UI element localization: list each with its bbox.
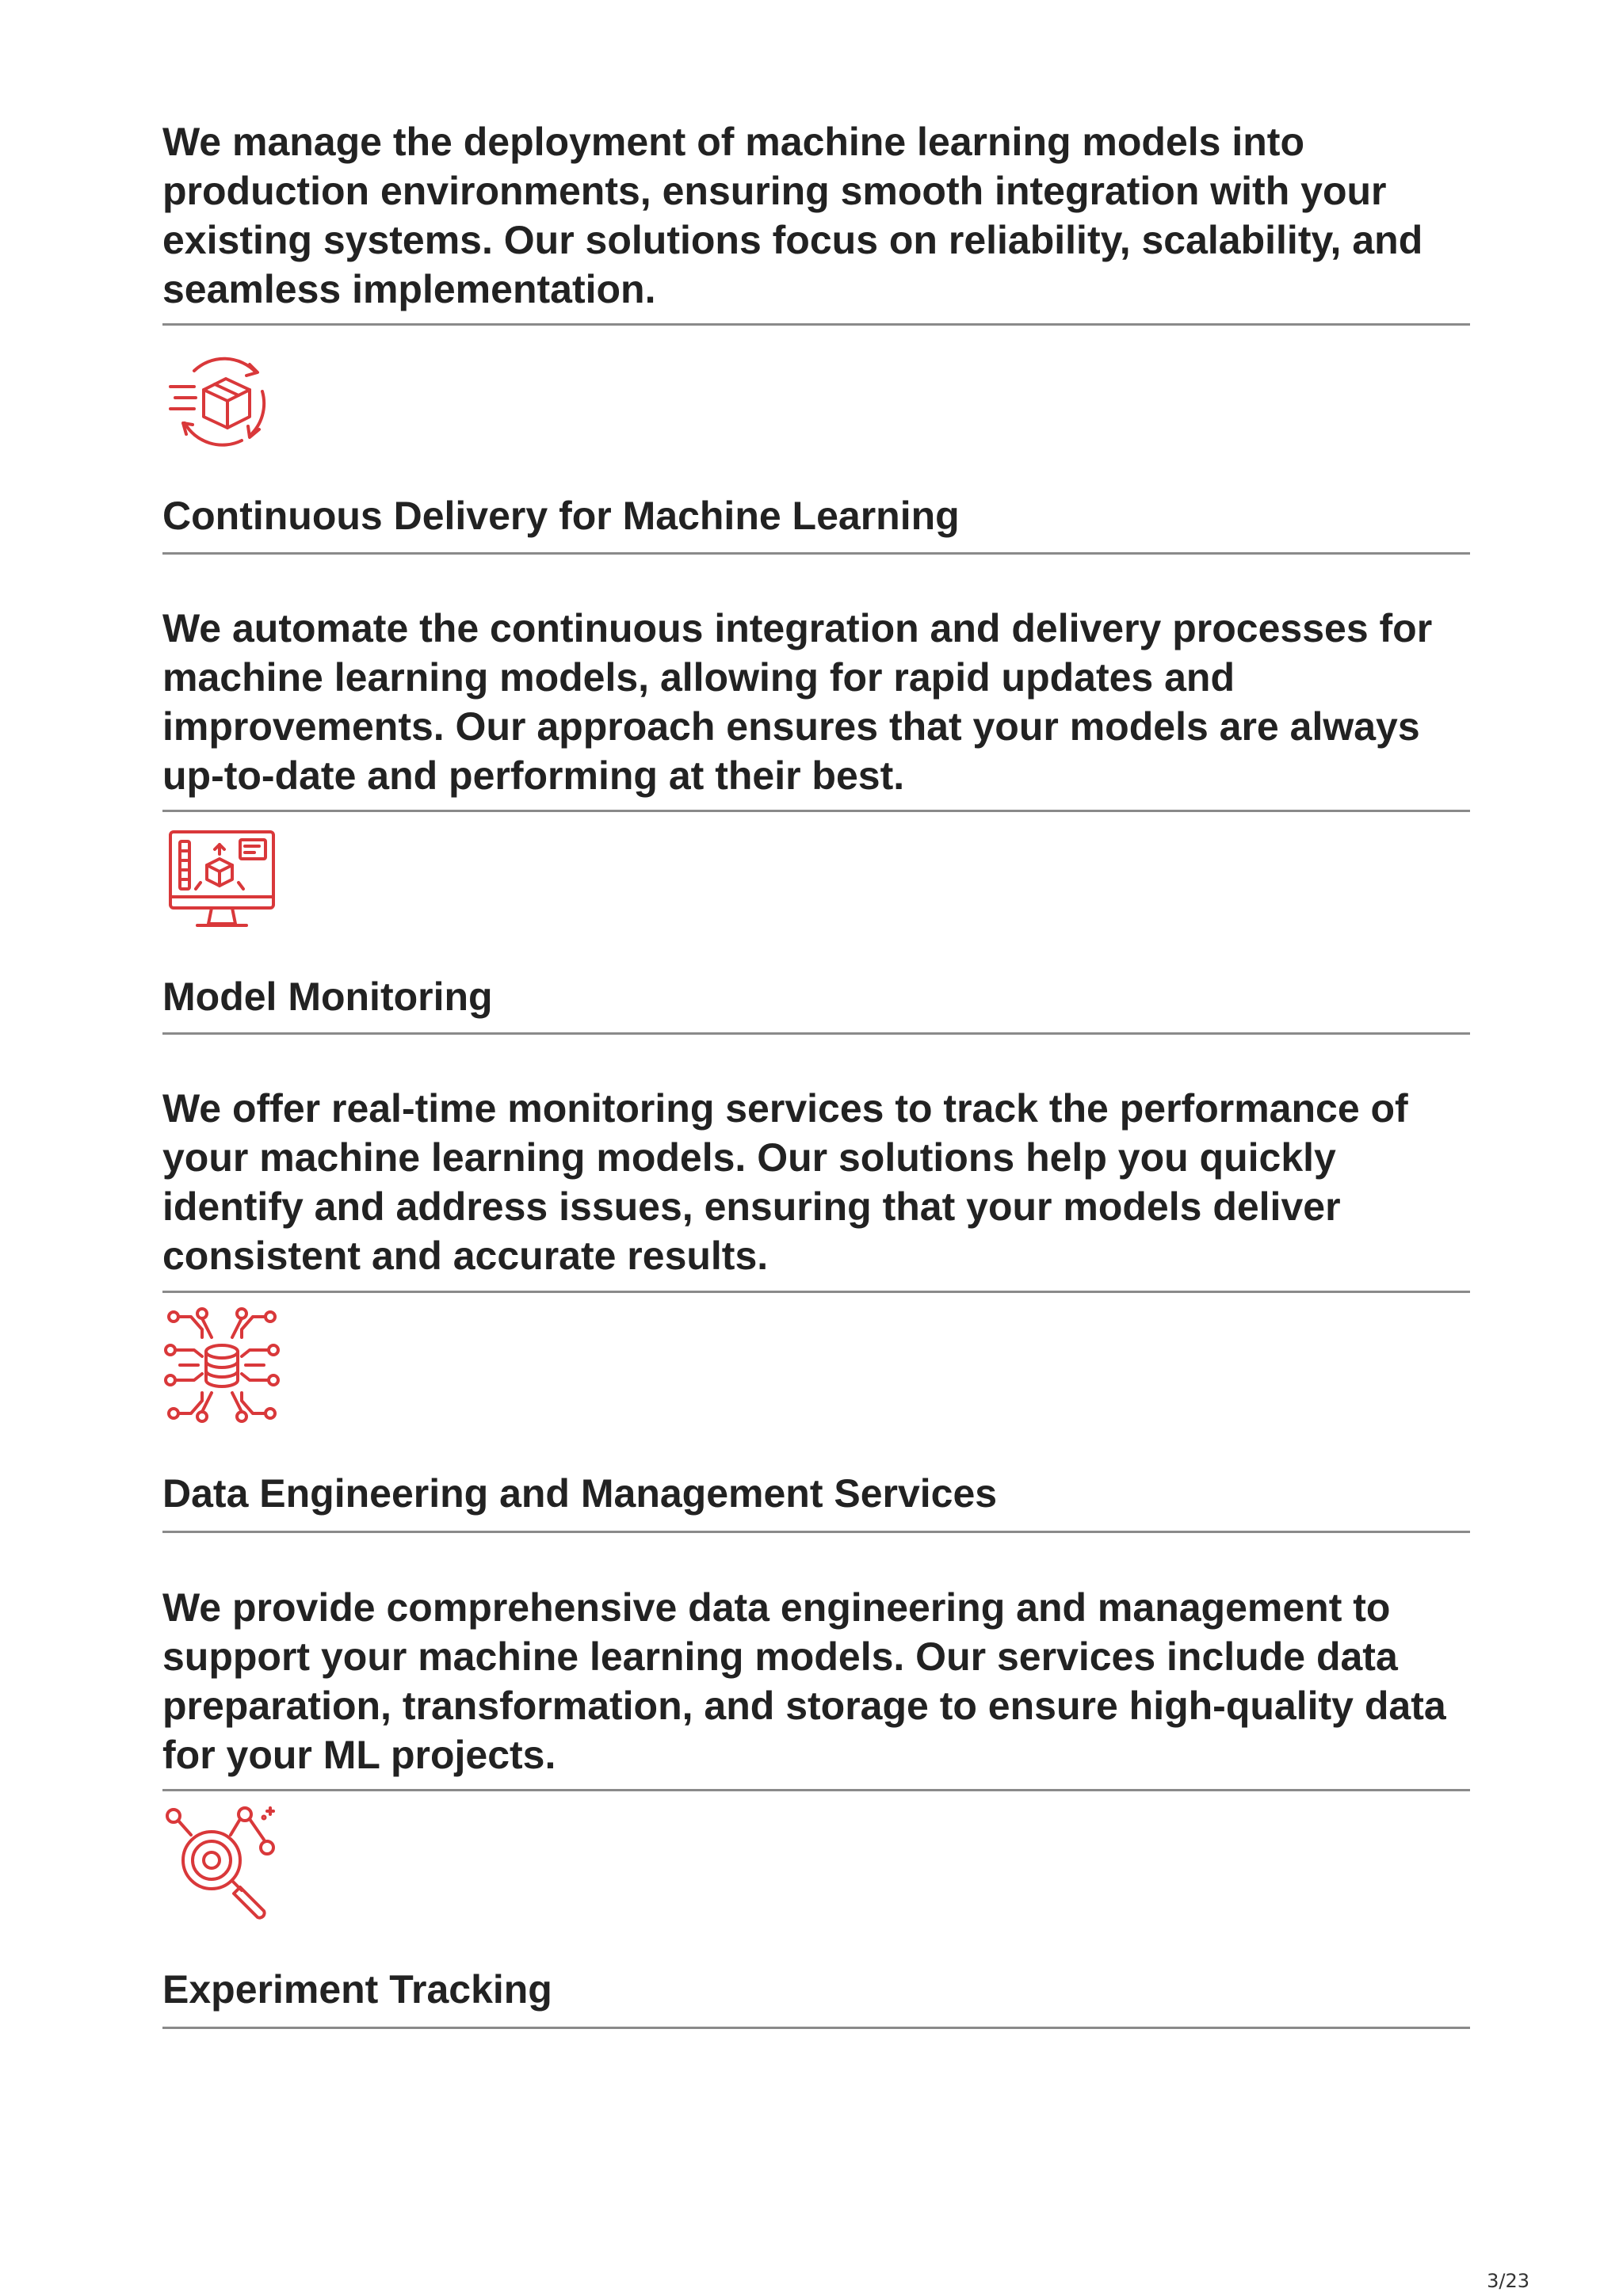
continuous-delivery-paragraph: We automate the continuous integration and delivery processes for machine learning models, allowing for rapid updates and improvements. Our approach ensures that your models are always up-to-date and performing at their best. <box>162 606 1433 798</box>
magnifier-target-icon <box>162 1805 281 1924</box>
deployment-paragraph: We manage the deployment of machine learning models into production environments, ensuring smooth integration with your existing systems. Our solutions focus on reliability, scalability, and seamless implementation. <box>162 120 1423 311</box>
section-divider <box>162 323 1470 326</box>
page-number: 3/23 <box>1487 2270 1529 2292</box>
section-divider <box>162 2027 1470 2029</box>
delivery-box-cycle-icon <box>162 341 281 460</box>
continuous-delivery-heading: Continuous Delivery for Machine Learning <box>162 494 960 538</box>
section-divider <box>162 1291 1470 1293</box>
data-engineering-paragraph: We provide comprehensive data engineering and management to support your machine learning models. Our services include data preparation, transformation, and storage to ensure high-quality data for your ML projects. <box>162 1585 1446 1777</box>
database-network-icon <box>162 1306 281 1425</box>
section-divider <box>162 1032 1470 1035</box>
experiment-tracking-heading: Experiment Tracking <box>162 1967 552 2012</box>
data-engineering-heading: Data Engineering and Management Services <box>162 1471 998 1516</box>
section-divider <box>162 810 1470 812</box>
section-divider <box>162 1531 1470 1533</box>
section-divider <box>162 1789 1470 1791</box>
monitor-cube-icon <box>162 826 281 944</box>
model-monitoring-paragraph: We offer real-time monitoring services to track the performance of your machine learning models. Our solutions help you quickly identify and address issues, ensuring that your models deliver consistent and accurate results. <box>162 1086 1408 1278</box>
model-monitoring-heading: Model Monitoring <box>162 974 493 1019</box>
section-divider <box>162 552 1470 555</box>
